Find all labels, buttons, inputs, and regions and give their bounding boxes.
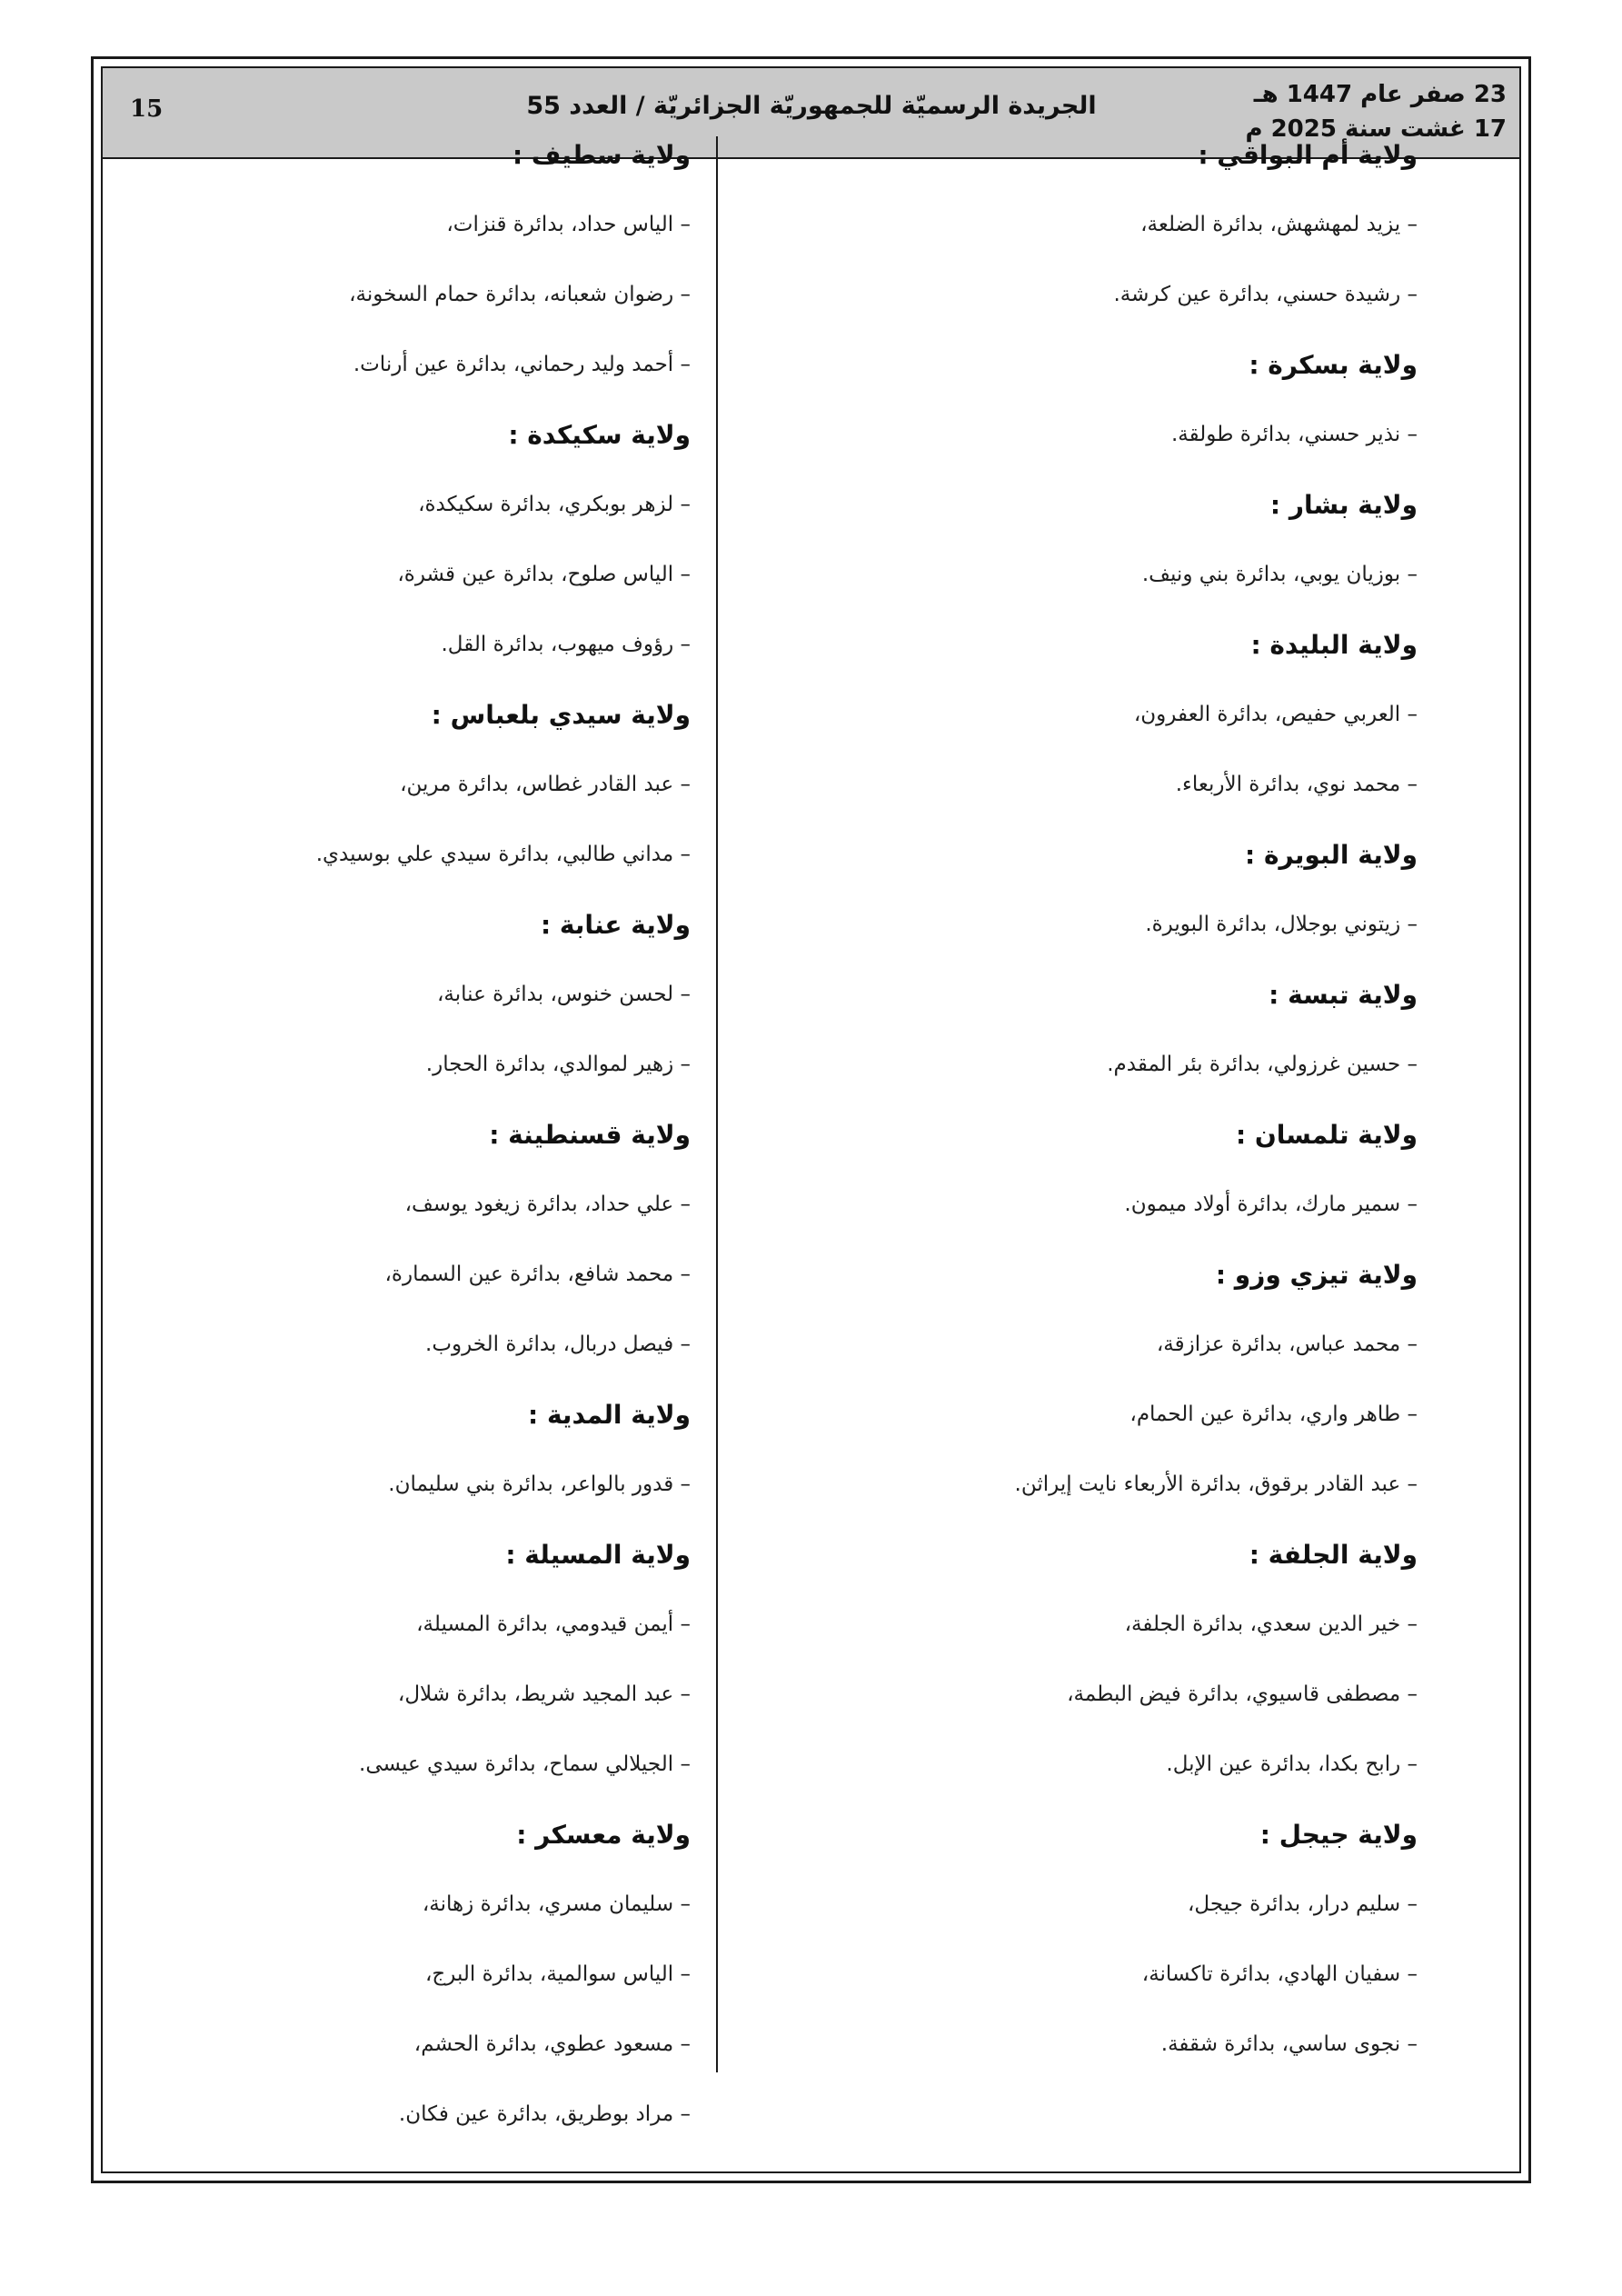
appointee-entry: – الياس سوالمية، بدائرة البرج، [424,1962,691,1986]
wilaya-heading: ولاية أم البواقي : [1198,140,1418,170]
appointee-entry: – زيتوني بوجلال، بدائرة البويرة. [1145,913,1418,936]
appointee-entry: – خير الدين سعدي، بدائرة الجلفة، [1124,1612,1418,1636]
appointee-entry: – زهير لموالدي، بدائرة الحجار. [425,1053,691,1076]
wilaya-heading: ولاية جيجل : [1259,1820,1418,1850]
appointee-entry: – رضوان شعبانه، بدائرة حمام السخونة، [349,283,691,306]
wilaya-heading: ولاية البليدة : [1250,630,1418,660]
appointee-entry: – محمد شافع، بدائرة عين السمارة، [384,1263,691,1286]
wilaya-heading: ولاية سطيف : [512,140,691,170]
appointee-entry: – نجوى ساسي، بدائرة شقفة. [1160,2032,1418,2056]
date-gregorian: 17 غشت سنة 2025 م [1245,115,1507,143]
appointee-entry: – يزيد لمهشهش، بدائرة الضلعة، [1140,213,1418,236]
wilaya-heading: ولاية الجلفة : [1249,1540,1418,1570]
wilaya-heading: ولاية عنابة : [540,910,691,940]
wilaya-heading: ولاية سيدي بلعباس : [431,700,691,730]
appointee-entry: – رشيدة حسني، بدائرة عين كرشة. [1113,283,1418,306]
appointee-entry: – عبد القادر برقوق، بدائرة الأربعاء نايت إيراثن. [1014,1472,1418,1496]
wilaya-heading: ولاية قسنطينة : [489,1120,691,1150]
appointee-entry: – عبد المجيد شريط، بدائرة شلال، [397,1682,691,1706]
appointee-entry: – بوزيان يوبي، بدائرة بني ونيف. [1141,563,1418,586]
appointee-entry: – فيصل دربال، بدائرة الخروب. [425,1333,691,1356]
wilaya-heading: ولاية تيزي وزو : [1215,1260,1418,1290]
appointee-entry: – رابح بكدا، بدائرة عين الإبل. [1166,1752,1418,1776]
wilaya-heading: ولاية معسكر : [516,1820,691,1850]
appointee-entry: – العربي حفيص، بدائرة العفرون، [1133,703,1418,726]
appointee-entry: – الياس صلوح، بدائرة عين قشرة، [397,563,691,586]
left-column [145,120,691,2150]
appointee-entry: – لحسن خنوس، بدائرة عنابة، [437,983,691,1006]
appointee-entry: – سليم درار، بدائرة جيجل، [1188,1892,1418,1916]
appointee-entry: – حسين غرزولي، بدائرة بئر المقدم. [1107,1053,1418,1076]
wilaya-heading: ولاية بسكرة : [1249,350,1418,380]
right-column [745,120,1418,2080]
appointee-entry: – أحمد وليد رحماني، بدائرة عين أرنات. [353,353,691,376]
appointee-entry: – أيمن قيدومي، بدائرة المسيلة، [416,1612,691,1636]
appointee-entry: – لزهر بوبكري، بدائرة سكيكدة، [418,493,691,516]
appointee-entry: – سفيان الهادي، بدائرة تاكسانة، [1141,1962,1418,1986]
appointee-entry: – عبد القادر غطاس، بدائرة مرين، [400,773,691,796]
appointee-entry: – مسعود عطوي، بدائرة الحشم، [413,2032,691,2056]
appointee-entry: – قدور بالواعر، بدائرة بني سليمان. [388,1472,691,1496]
wilaya-heading: ولاية المدية : [528,1400,691,1430]
appointee-entry: – محمد عباس، بدائرة عزازقة، [1156,1333,1418,1356]
page-number: 15 [130,95,164,123]
appointee-entry: – الياس حداد، بدائرة قنزات، [446,213,691,236]
column-divider [716,136,718,2072]
appointee-entry: – طاهر واري، بدائرة عين الحمام، [1129,1403,1418,1426]
wilaya-heading: ولاية سكيكدة : [508,420,691,450]
appointee-entry: – الجيلالي سماح، بدائرة سيدي عيسى. [359,1752,691,1776]
wilaya-heading: ولاية تبسة : [1269,980,1418,1010]
appointee-entry: – نذير حسني، بدائرة طولقة. [1170,423,1418,446]
appointee-entry: – مراد بوطريق، بدائرة عين فكان. [398,2102,691,2126]
appointee-entry: – سمير مارك، بدائرة أولاد ميمون. [1124,1193,1418,1216]
appointee-entry: – سليمان مسري، بدائرة زهانة، [422,1892,691,1916]
gazette-title: الجريدة الرسميّة للجمهوريّة الجزائريّة / العدد 55 [526,92,1097,120]
appointee-entry: – علي حداد، بدائرة زيغود يوسف، [404,1193,691,1216]
appointee-entry: – مصطفى قاسيوي، بدائرة فيض البطمة، [1067,1682,1418,1706]
appointee-entry: – رؤوف ميهوب، بدائرة القل. [441,633,691,656]
wilaya-heading: ولاية بشار : [1269,490,1418,520]
date-hijri: 23 صفر عام 1447 هـ [1253,81,1507,108]
appointee-entry: – محمد نوي، بدائرة الأربعاء. [1175,773,1418,796]
wilaya-heading: ولاية المسيلة : [505,1540,691,1570]
wilaya-heading: ولاية البويرة : [1245,840,1418,870]
appointee-entry: – مداني طالبي، بدائرة سيدي علي بوسيدي. [315,843,691,866]
wilaya-heading: ولاية تلمسان : [1235,1120,1418,1150]
